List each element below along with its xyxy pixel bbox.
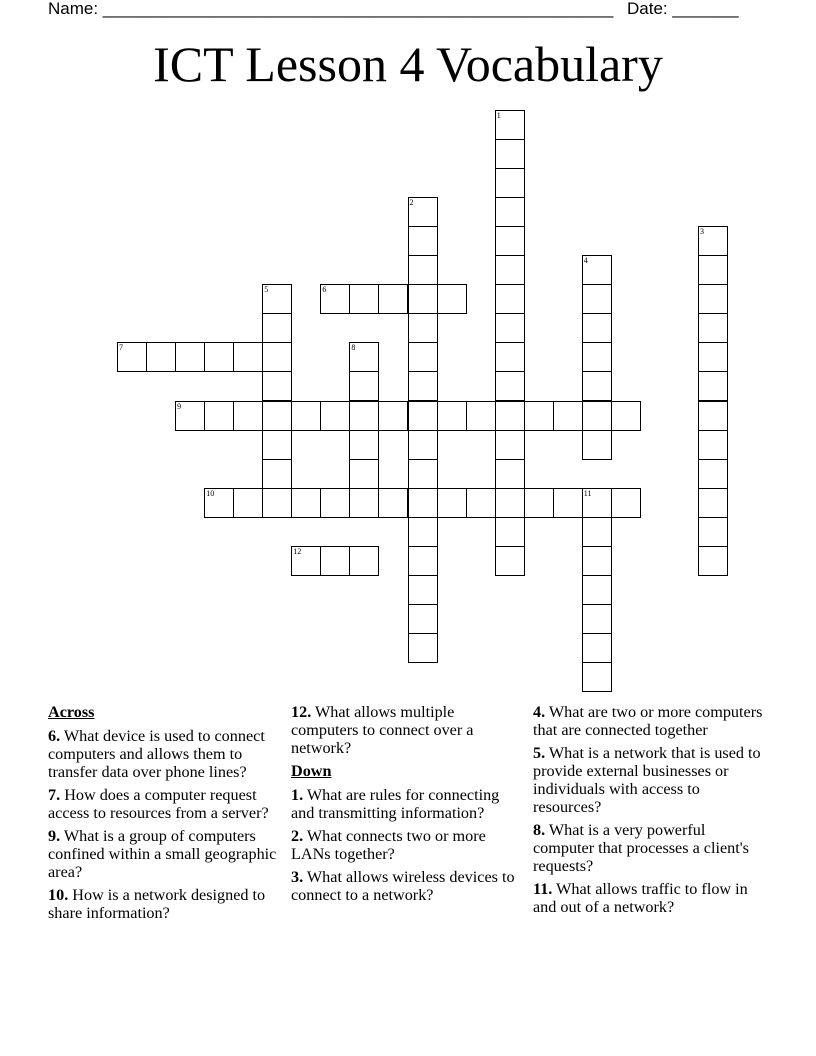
grid-cell[interactable]	[320, 284, 350, 314]
grid-cell[interactable]	[204, 401, 234, 431]
grid-cell[interactable]	[698, 488, 728, 518]
grid-cell[interactable]	[495, 255, 525, 285]
grid-cell[interactable]	[262, 430, 292, 460]
grid-cell[interactable]	[582, 575, 612, 605]
grid-cell[interactable]	[408, 371, 438, 401]
grid-cell[interactable]	[408, 546, 438, 576]
across-heading: Across	[48, 703, 95, 721]
grid-cell[interactable]	[495, 342, 525, 372]
clue-across-10: 10. How is a network designed to share information?	[48, 886, 266, 922]
clue-down-11: 11. What allows traffic to flow in and out of a network?	[533, 880, 748, 916]
clue-number: 5	[264, 285, 269, 295]
grid-cell[interactable]	[495, 546, 525, 576]
clue-column-1	[48, 703, 280, 927]
grid-cell[interactable]	[495, 168, 525, 198]
grid-cell[interactable]	[408, 313, 438, 343]
name-field[interactable]: Name: ______________________________________________________	[48, 0, 614, 18]
clue-down-2: 2. What connects two or more LANs together?	[291, 827, 486, 863]
grid-cell[interactable]	[175, 342, 205, 372]
grid-cell[interactable]	[582, 430, 612, 460]
grid-cell[interactable]	[495, 226, 525, 256]
clue-number: 4	[583, 256, 588, 266]
clue-down-5: 5. What is a network that is used to provide external businesses or individuals with access to resources?	[533, 744, 761, 816]
grid-cell[interactable]	[408, 459, 438, 489]
grid-cell[interactable]	[262, 488, 292, 518]
page-title: ICT Lesson 4 Vocabulary	[153, 36, 663, 92]
grid-cell[interactable]	[582, 488, 612, 518]
clue-number: 7	[119, 343, 123, 353]
grid-cell[interactable]	[582, 284, 612, 314]
clue-number: 1	[496, 111, 501, 120]
grid-cell[interactable]	[146, 342, 176, 372]
grid-cell[interactable]	[495, 459, 525, 489]
grid-cell[interactable]	[408, 604, 438, 634]
grid-cell[interactable]	[233, 342, 263, 372]
clue-number: 10	[206, 488, 215, 498]
grid-cell[interactable]	[320, 401, 350, 431]
grid-cell[interactable]	[349, 488, 379, 518]
grid-cell[interactable]	[582, 662, 612, 692]
grid-cell[interactable]	[611, 401, 641, 431]
grid-cell[interactable]	[582, 255, 612, 285]
clue-column-2	[291, 703, 516, 909]
grid-cell[interactable]	[582, 546, 612, 576]
grid-cell[interactable]	[262, 342, 292, 372]
grid-cell[interactable]	[437, 401, 467, 431]
grid-cell[interactable]	[553, 488, 583, 518]
grid-cell[interactable]	[582, 313, 612, 343]
grid-cell[interactable]	[204, 488, 234, 518]
grid-cell[interactable]	[408, 226, 438, 256]
grid-cell[interactable]	[408, 197, 438, 227]
clue-number: 11	[583, 488, 592, 498]
clue-number: 6	[322, 285, 327, 295]
grid-cell[interactable]	[524, 488, 554, 518]
grid-cell[interactable]	[582, 633, 612, 663]
grid-cell[interactable]	[698, 255, 728, 285]
clue-number: 9	[177, 401, 182, 411]
grid-cell[interactable]	[698, 226, 728, 256]
grid-cell[interactable]	[291, 488, 321, 518]
grid-cell[interactable]	[611, 488, 641, 518]
grid-cell[interactable]	[291, 546, 321, 576]
clue-number: 12	[293, 546, 302, 556]
grid-cell[interactable]	[495, 517, 525, 547]
clue-down-4: 4. What are two or more computers that are connected together	[533, 703, 763, 739]
clue-across-12: 12. What allows multiple computers to connect over a network?	[291, 703, 474, 757]
grid-cell[interactable]	[262, 313, 292, 343]
clue-number: 2	[409, 198, 414, 208]
grid-cell[interactable]	[495, 488, 525, 518]
grid-cell[interactable]	[262, 459, 292, 489]
grid-cell[interactable]	[698, 430, 728, 460]
grid-cell[interactable]	[262, 371, 292, 401]
clue-number: 3	[700, 227, 704, 237]
grid-cell[interactable]	[698, 313, 728, 343]
grid-cell[interactable]	[495, 371, 525, 401]
grid-cell[interactable]	[466, 488, 496, 518]
grid-cell[interactable]	[698, 401, 728, 431]
grid-cell[interactable]	[408, 342, 438, 372]
grid-cell[interactable]	[582, 517, 612, 547]
grid-cell[interactable]	[378, 401, 408, 431]
clue-down-1: 1. What are rules for connecting and transmitting information?	[291, 786, 500, 822]
grid-cell[interactable]	[408, 255, 438, 285]
header	[48, 0, 748, 20]
clue-number: 8	[351, 343, 356, 353]
grid-cell[interactable]	[582, 604, 612, 634]
clue-across-7: 7. How does a computer request access to resources from a server?	[48, 786, 269, 822]
grid-cell[interactable]	[233, 488, 263, 518]
grid-cell[interactable]	[349, 284, 379, 314]
clue-down-8: 8. What is a very powerful computer that processes a client's requests?	[533, 821, 749, 875]
grid-cell[interactable]	[698, 284, 728, 314]
grid-cell[interactable]	[204, 342, 234, 372]
grid-cell[interactable]	[495, 401, 525, 431]
grid-cell[interactable]	[233, 401, 263, 431]
grid-cell[interactable]	[262, 284, 292, 314]
grid-cell[interactable]	[117, 342, 147, 372]
grid-cell[interactable]	[495, 284, 525, 314]
grid-cell[interactable]	[466, 401, 496, 431]
grid-cell[interactable]	[408, 401, 438, 431]
grid-cell[interactable]	[349, 371, 379, 401]
grid-cell[interactable]	[698, 459, 728, 489]
grid-cell[interactable]	[495, 110, 525, 140]
grid-cell[interactable]	[175, 401, 205, 431]
clue-across-9: 9. What is a group of computers confined within a small geographic area?	[48, 827, 277, 881]
grid-cell[interactable]	[408, 430, 438, 460]
grid-cell[interactable]	[524, 401, 554, 431]
grid-cell[interactable]	[698, 342, 728, 372]
date-field[interactable]: Date: _______	[627, 0, 739, 18]
grid-cell[interactable]	[437, 284, 467, 314]
grid-cell[interactable]	[349, 342, 379, 372]
grid-cell[interactable]	[262, 401, 292, 431]
grid-cell[interactable]	[349, 430, 379, 460]
grid-cell[interactable]	[291, 401, 321, 431]
grid-cell[interactable]	[582, 342, 612, 372]
grid-cell[interactable]	[349, 546, 379, 576]
clue-down-3: 3. What allows wireless devices to connect to a network?	[291, 868, 515, 904]
grid-cell[interactable]	[553, 401, 583, 431]
grid-cell[interactable]	[349, 401, 379, 431]
grid-cell[interactable]	[408, 284, 438, 314]
grid-cell[interactable]	[378, 488, 408, 518]
grid-cell[interactable]	[698, 517, 728, 547]
clue-column-3	[533, 703, 763, 921]
grid-cell[interactable]	[582, 371, 612, 401]
down-heading: Down	[291, 762, 332, 780]
grid-cell[interactable]	[698, 371, 728, 401]
grid-cell[interactable]	[495, 313, 525, 343]
grid-cell[interactable]	[698, 546, 728, 576]
grid-cell[interactable]	[378, 284, 408, 314]
grid-cell[interactable]	[408, 575, 438, 605]
grid-cell[interactable]	[495, 430, 525, 460]
grid-cell[interactable]	[320, 546, 350, 576]
grid-cell[interactable]	[582, 401, 612, 431]
grid-cell[interactable]	[320, 488, 350, 518]
grid-cell[interactable]	[408, 633, 438, 663]
grid-cell[interactable]	[495, 197, 525, 227]
grid-cell[interactable]	[437, 488, 467, 518]
grid-cell[interactable]	[408, 488, 438, 518]
grid-cell[interactable]	[349, 459, 379, 489]
grid-cell[interactable]	[495, 139, 525, 169]
clue-across-6: 6. What device is used to connect computers and allows them to transfer data over phone lines?	[48, 727, 265, 781]
grid-cell[interactable]	[408, 517, 438, 547]
